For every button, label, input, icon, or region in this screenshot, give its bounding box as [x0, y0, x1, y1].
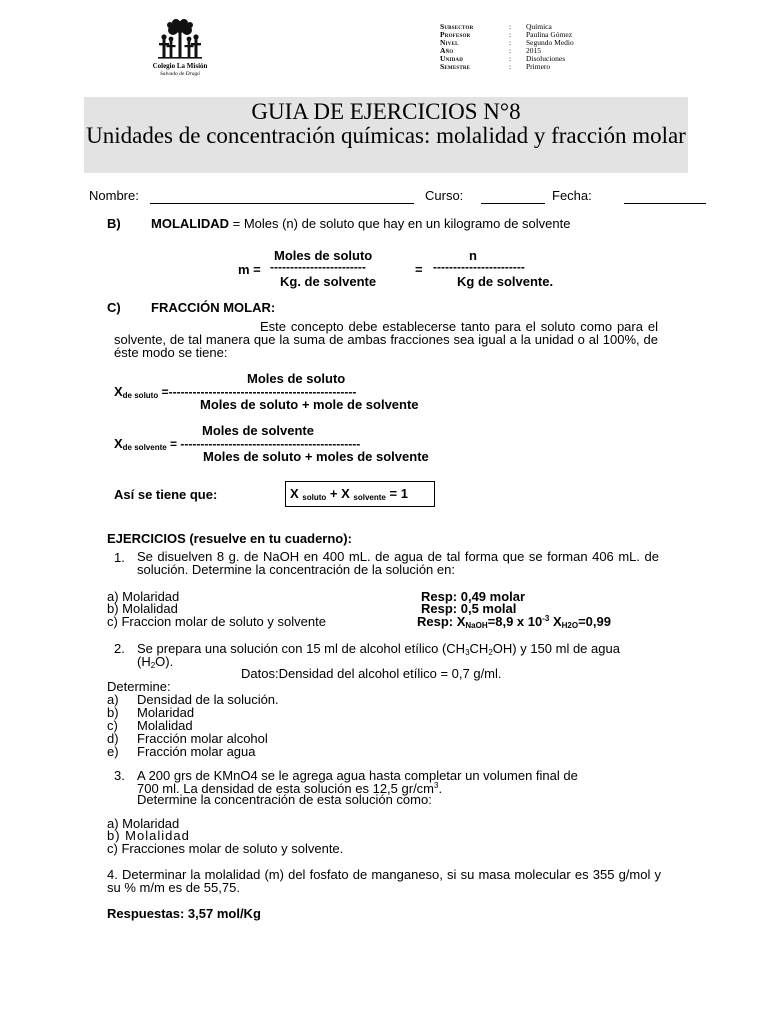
molalidad-equals: = [415, 262, 423, 277]
exercise-1-item-a: a) Molaridad [107, 589, 180, 604]
x-soluto-subscript: de soluto [122, 391, 159, 400]
exercise-2-item-d: Fracción molar alcohol [137, 731, 268, 746]
x-solvente-fraction-bar: = --------------------------------------------- [166, 437, 361, 451]
exercise-2-item-d-letter: d) [107, 731, 119, 746]
ex2-water-a: (H [137, 654, 151, 669]
section-letter-b: B) [107, 216, 121, 231]
meta-value-subsector: Química [526, 22, 552, 31]
exercise-1-answer-b: Resp: 0,5 molal [421, 601, 517, 616]
exercise-2-number: 2. [114, 641, 125, 656]
exercise-2-item-c-letter: c) [107, 718, 118, 733]
exercise-3-line-3: Determine la concentración de esta solución como: [137, 792, 432, 807]
molalidad-lhs: m = [238, 262, 261, 277]
exercise-3-item-a: a) Molaridad [107, 816, 180, 831]
meta-key-semestre: Semestre [440, 62, 471, 71]
exercise-4-text: 4. Determinar la molalidad (m) del fosfato de manganeso, si su masa molecular es 355 g/mol y su % m/m es de 55,75. [107, 867, 661, 895]
exercise-1-item-c: c) Fraccion molar de soluto y solvente [107, 614, 326, 629]
exercise-2-item-e-letter: e) [107, 744, 119, 759]
meta-colon: : [509, 22, 512, 31]
form-label-curso: Curso: [425, 188, 464, 203]
x-soluto-fraction-bar: =----------------------------------------------- [158, 385, 357, 399]
section-letter-c: C) [107, 300, 121, 315]
meta-colon: : [509, 30, 512, 39]
exercise-1-answer-c [417, 614, 611, 630]
exercise-1-text: Se disuelven 8 g. de NaOH en 400 mL. de agua de tal forma que se forman 406 mL. de solución. Determine la concentración de la solución en: [137, 549, 659, 577]
exercise-3-item-c: c) Fracciones molar de soluto y solvente. [107, 841, 344, 856]
exercise-1-item-b: b) Molalidad [107, 601, 178, 616]
x-solvente-denominator: Moles de soluto + moles de solvente [203, 449, 429, 464]
exercise-2-datos: Datos:Densidad del alcohol etílico = 0,7 g/ml. [241, 666, 502, 681]
meta-colon: : [509, 38, 512, 47]
asi-label: Así se tiene que: [114, 487, 218, 502]
molalidad-heading: MOLALIDAD [151, 216, 229, 231]
exercise-3-item-b: b) Molalidad [107, 828, 190, 843]
form-label-nombre: Nombre: [89, 188, 139, 203]
exercise-2-line-2 [137, 654, 173, 670]
meta-key-nivel: Nivel [440, 38, 459, 47]
answer-c-value: =8,9 x 10 [487, 614, 543, 629]
molalidad-fraction-bar-2: ----------------------- [433, 260, 525, 274]
molalidad-numerator-1: Moles de soluto [274, 248, 373, 263]
meta-value-profesor: Paulina Gómez [526, 30, 573, 39]
exercise-2-item-a-letter: a) [107, 692, 119, 707]
meta-value-semestre: Primero [526, 62, 551, 71]
school-motto: Salvado de Dragó [159, 71, 201, 77]
meta-value-unidad: Disoluciones [526, 54, 566, 63]
x-solvente-numerator: Moles de solvente [202, 423, 314, 438]
x-soluto-numerator: Moles de soluto [247, 371, 346, 386]
answer-c-x2: X [549, 614, 562, 629]
exercise-3-number: 3. [114, 768, 125, 783]
molalidad-definition [151, 216, 570, 231]
ex2-water-sub: 2 [150, 661, 156, 670]
guide-title: GUIA DE EJERCICIOS N°8 [251, 99, 521, 124]
exercise-3-line-1: A 200 grs de KMnO4 se le agrega agua hasta completar un volumen final de [137, 768, 578, 783]
ex2-text-b: CH [469, 641, 489, 656]
answer-c-exponent: -3 [542, 614, 550, 623]
exercise-1-number: 1. [114, 550, 125, 565]
fraccion-heading: FRACCIÓN MOLAR: [151, 300, 276, 315]
respuestas: Respuestas: 3,57 mol/Kg [107, 906, 261, 921]
tree-figures-icon [140, 18, 220, 62]
ex2-sub-3: 3 [465, 648, 470, 657]
exercise-1-answer-a: Resp: 0,49 molar [421, 589, 526, 604]
school-name: Colegio La Misión [152, 62, 208, 70]
meta-colon: : [509, 46, 512, 55]
meta-value-anio: 2015 [526, 46, 541, 55]
molalidad-numerator-2: n [469, 248, 477, 263]
curso-field[interactable] [481, 203, 545, 204]
exercise-2-item-e: Fracción molar agua [137, 744, 256, 759]
meta-key-profesor: Profesor [440, 30, 471, 39]
ejercicios-heading: EJERCICIOS (resuelve en tu cuaderno): [107, 531, 352, 546]
x-solvente-subscript: de solvente [122, 443, 167, 452]
meta-value-nivel: Segundo Medio [526, 38, 574, 47]
meta-key-unidad: Unidad [440, 54, 464, 63]
x-symbol: X [114, 384, 123, 399]
fecha-field[interactable] [624, 203, 706, 204]
x-symbol: X [114, 436, 123, 451]
fraccion-paragraph: Este concepto debe establecerse tanto para el soluto como para el solvente, de tal manera que la suma de ambas fracciones sea igual a la unidad o al 100%, de éste modo se tiene: [114, 319, 658, 360]
answer-c-sub-naoh: NaOH [465, 621, 488, 630]
molalidad-definition-text: = Moles (n) de soluto que hay en un kilogramo de solvente [229, 216, 571, 231]
exercise-2-item-b: Molaridad [137, 705, 195, 720]
molalidad-denominator-2: Kg de solvente. [457, 274, 554, 289]
sum-sub-solvente: solvente [353, 493, 386, 502]
ex3-density-exponent: 3 [434, 781, 439, 790]
exercise-2-item-c: Molalidad [137, 718, 193, 733]
guide-subtitle: Unidades de concentración químicas: molalidad y fracción molar [86, 123, 686, 148]
ex3-density-text: 700 ml. La densidad de esta solución es 12,5 gr/cm [137, 781, 435, 796]
title-banner [84, 97, 688, 173]
meta-colon: : [509, 62, 512, 71]
ex2-text-a: Se prepara una solución con 15 ml de alcohol etílico (CH [137, 641, 466, 656]
answer-c-sub-h2o: H2O [561, 621, 579, 630]
ex2-text-c: OH) y 150 ml de agua [492, 641, 620, 656]
exercise-2-line-1 [137, 641, 620, 657]
x-symbol: X [290, 486, 299, 501]
ex2-water-b: O). [155, 654, 174, 669]
molalidad-denominator-1: Kg. de solvente [280, 274, 377, 289]
nombre-field[interactable] [150, 203, 414, 204]
answer-c-end: =0,99 [578, 614, 611, 629]
exercise-2-item-b-letter: b) [107, 705, 119, 720]
exercise-2-determine: Determine: [107, 679, 171, 694]
meta-key-anio: Año [440, 46, 454, 55]
school-logo [140, 18, 220, 76]
ex2-sub-2: 2 [488, 648, 493, 657]
answer-c-prefix: Resp: X [417, 614, 466, 629]
meta-key-subsector: Subsector [440, 22, 474, 31]
x-soluto-denominator: Moles de soluto + mole de solvente [200, 397, 419, 412]
molalidad-fraction-bar-1: ------------------------ [270, 260, 366, 274]
sum-equals: = 1 [385, 486, 408, 501]
sum-equation [290, 486, 408, 502]
meta-colon: : [509, 54, 512, 63]
form-label-fecha: Fecha: [552, 188, 592, 203]
ex3-density-end: . [438, 781, 443, 796]
sum-plus: + X [326, 486, 354, 501]
exercise-2-item-a: Densidad de la solución. [137, 692, 279, 707]
sum-sub-soluto: soluto [302, 493, 327, 502]
